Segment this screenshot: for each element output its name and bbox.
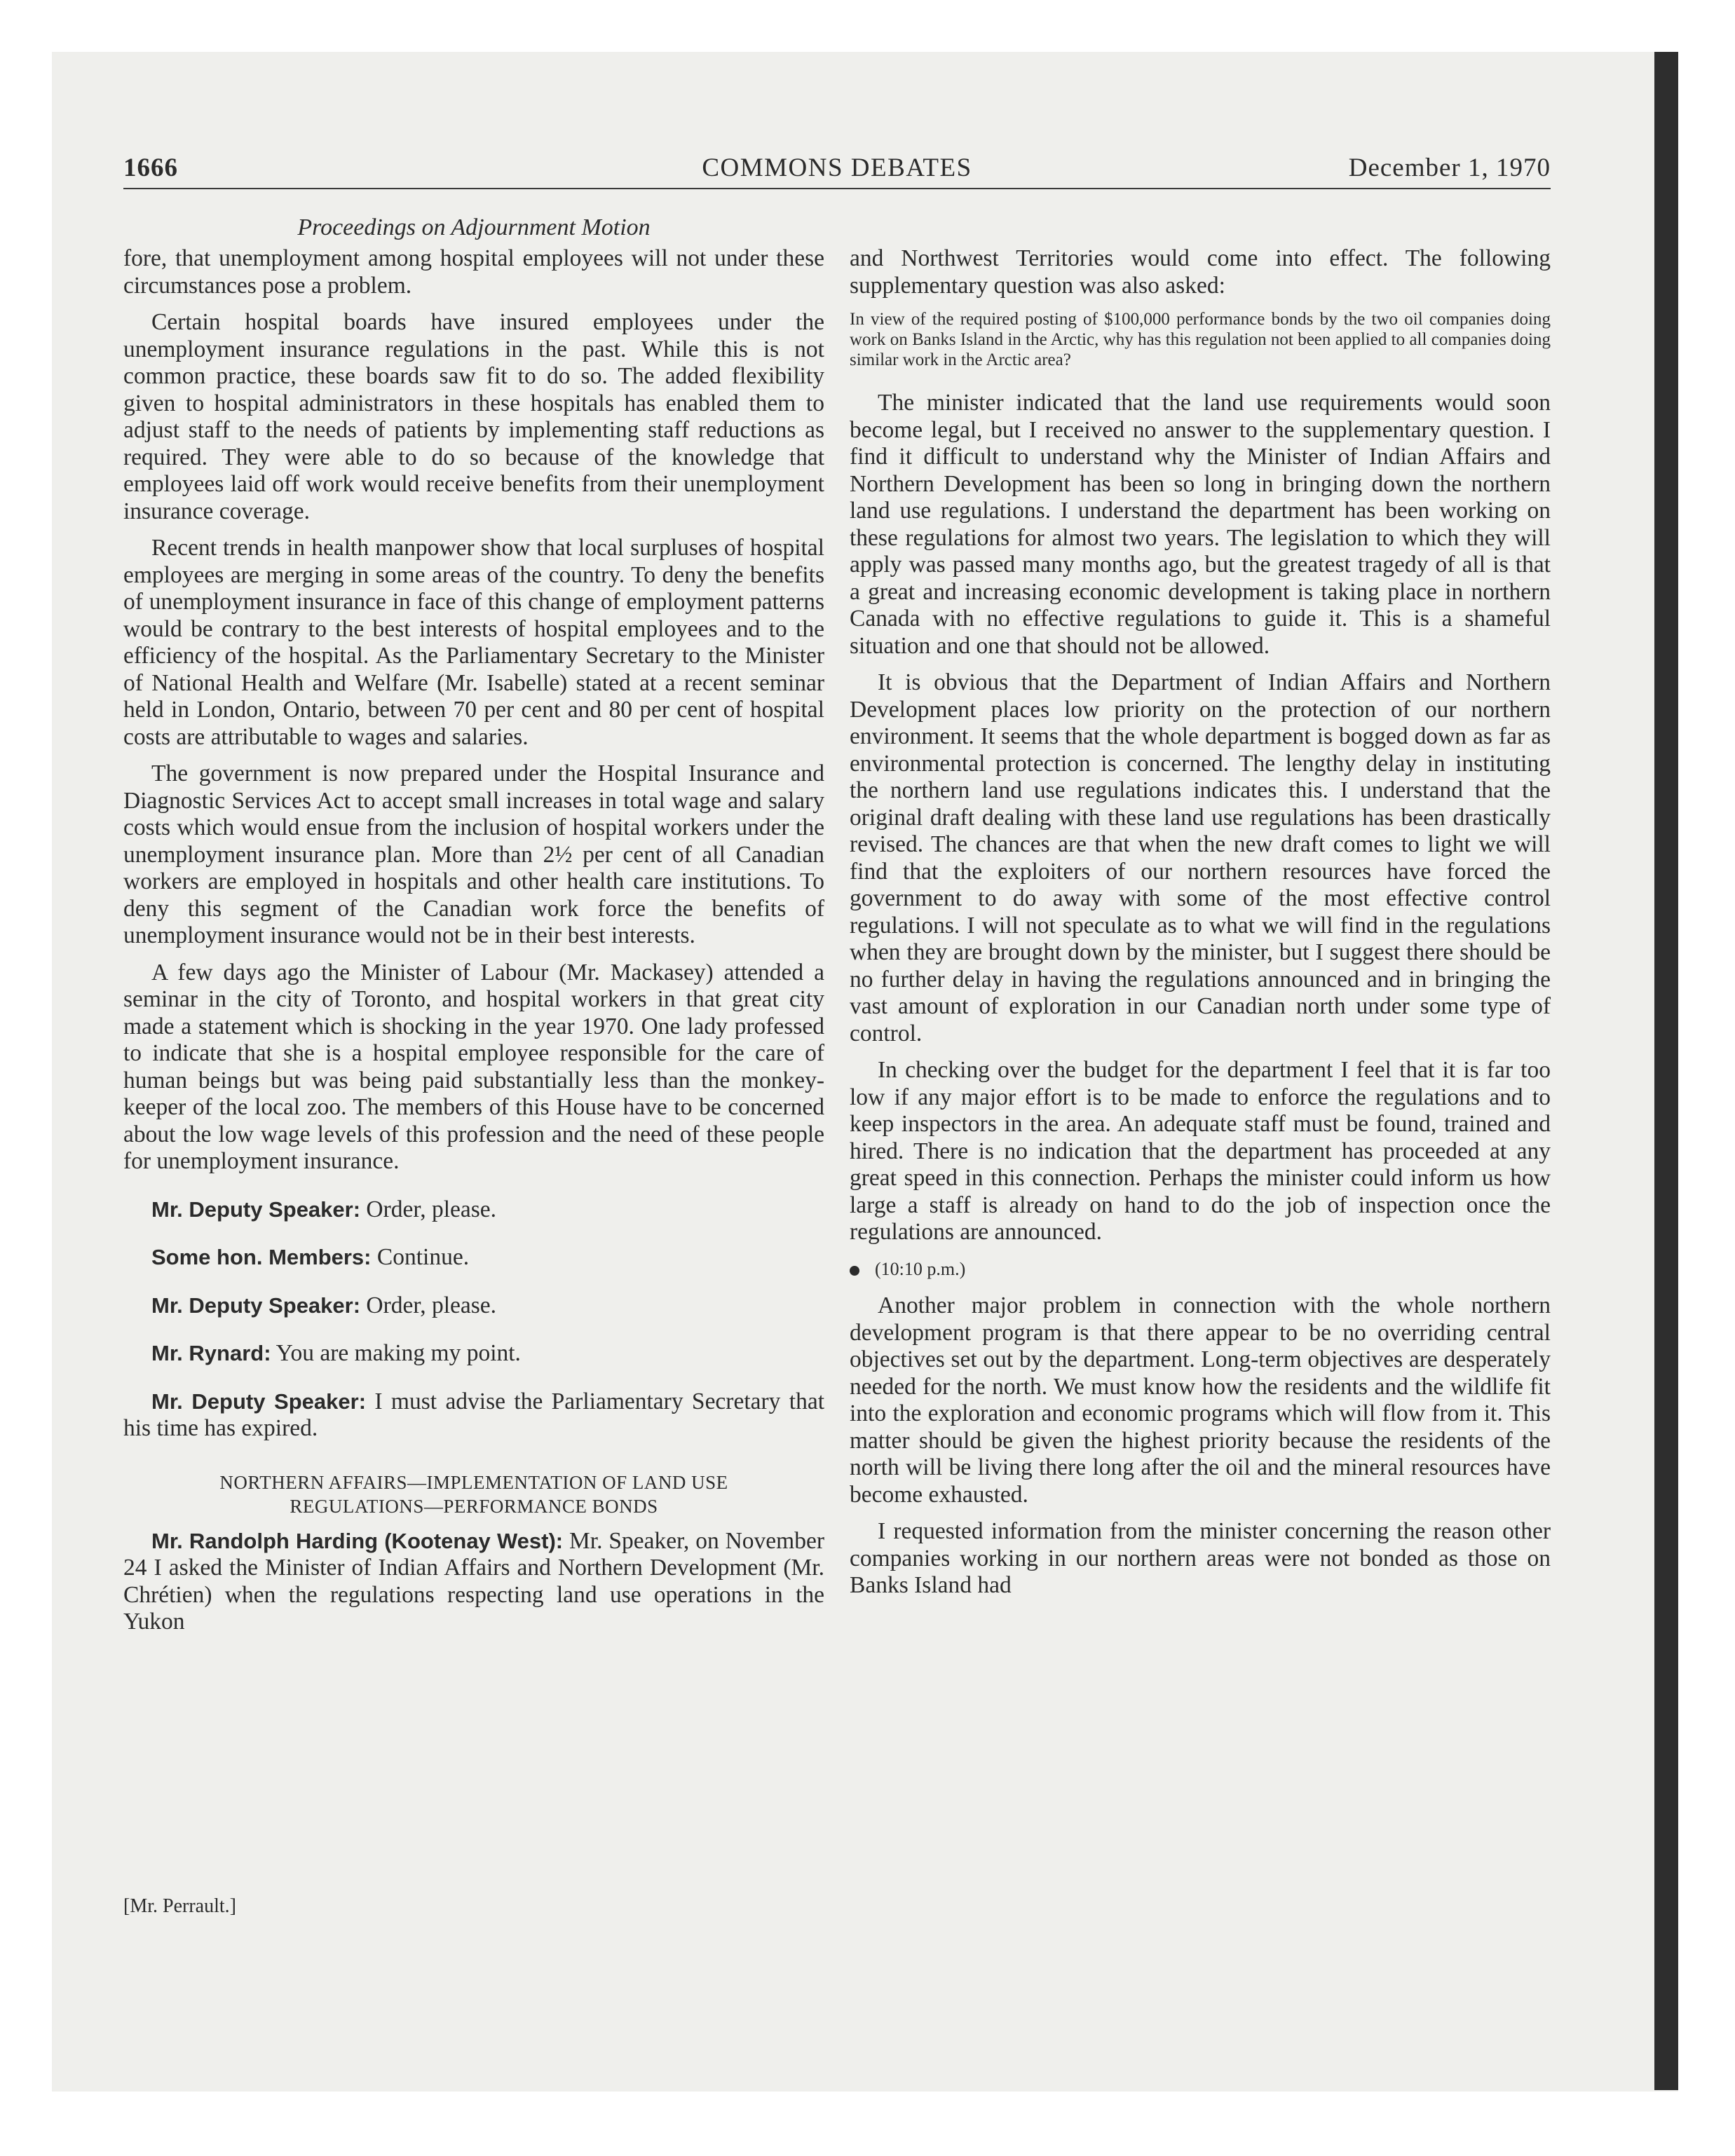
speech-text: Continue. — [376, 1244, 470, 1270]
paragraph: The minister indicated that the land use requirements would soon become legal, but I received no answer to the supplementary question. I find it difficult to understand why the Minister of Indian Affairs and Northern Development has been so long in bringing down the northern land use regulations. I understand the department has been working on these regulations for almost two years. The legislation to which they will apply was passed many months ago, but the greatest tragedy of all is that a great and increasing economic development is taking place in northern Canada with no effective regulations to guide it. This is a shameful situation and one that should not be allowed. — [850, 390, 1551, 659]
bullet-icon — [850, 1266, 859, 1276]
section-heading-line: REGULATIONS—PERFORMANCE BONDS — [290, 1495, 658, 1517]
paragraph: I requested information from the minister concerning the reason other companies working in our northern areas were not bonded as those on Banks Island had — [850, 1518, 1551, 1598]
paragraph: A few days ago the Minister of Labour (Mr. Mackasey) attended a seminar in the city of Toronto, and hospital workers in that great city made a statement which is shocking in the year 1970. One lady professed to indicate that she is a hospital employee responsible for the care of human beings but was being paid substantially less than the monkey-keeper of the local zoo. The members of this House have to be concerned about the low wage levels of this profession and the need of these people for unemployment insurance. — [123, 959, 824, 1174]
footnote: [Mr. Perrault.] — [123, 1895, 236, 1917]
speech-entry — [123, 1292, 824, 1320]
left-column — [123, 245, 824, 1646]
speaker-name: Mr. Deputy Speaker: — [151, 1292, 361, 1318]
speaker-name: Mr. Deputy Speaker: — [151, 1196, 361, 1222]
paragraph: Another major problem in connection with the whole northern development program is that there appear to be no overriding central objectives set out by the department. Long-term objectives are desperately needed for the north. We must know how the residents and the wildlife fit into the exploration and economic programs which will flow from it. This matter should be given the highest priority because the residents of the north will be living there long after the oil and the mineral resources have become exhausted. — [850, 1292, 1551, 1508]
quoted-question: In view of the required posting of $100,000 performance bonds by the two oil companies doing work on Banks Island in the Arctic, why has this regulation not been applied to all companies doing similar work in the Arctic area? — [850, 310, 1551, 369]
speech-text: You are making my point. — [275, 1340, 521, 1366]
paragraph: The government is now prepared under the Hospital Insurance and Diagnostic Services Act to accept small increases in total wage and salary costs which would ensue from the inclusion of hospital workers under the unemployment insurance plan. More than 2½ per cent of all Canadian workers are employed in hospitals and other health care institutions. To deny this segment of the Canadian work force the benefits of unemployment insurance would not be in their best interests. — [123, 760, 824, 948]
speaker-name: Mr. Rynard: — [151, 1341, 271, 1365]
publication-date: December 1, 1970 — [1348, 153, 1551, 182]
paragraph: In checking over the budget for the department I feel that it is far too low if any major effort is to be made to enforce the regulations and to keep inspectors in the area. An adequate staff must be found, trained and hired. There is no indication that the department has proceeded at any great speed in this connection. Perhaps the minister could inform us how large a staff is already on hand to do the job of inspection once the regulations are announced. — [850, 1057, 1551, 1245]
scan-edge-bar — [1654, 52, 1678, 2090]
paragraph: Recent trends in health manpower show that local surpluses of hospital employees are merging in some areas of the country. To deny the benefits of unemployment insurance in face of this change of employment patterns would be contrary to the best interests of hospital employees and to the efficiency of the hospital. As the Parliamentary Secretary to the Minister of National Health and Welfare (Mr. Isabelle) stated at a recent seminar held in London, Ontario, between 70 per cent and 80 per cent of hospital costs are attributable to wages and salaries. — [123, 535, 824, 750]
speech-entry — [123, 1528, 824, 1636]
paragraph: fore, that unemployment among hospital employees will not under these circumstances pose a problem. — [123, 245, 824, 299]
speech-text: Order, please. — [366, 1292, 497, 1318]
speech-entry — [123, 1340, 824, 1367]
page-header — [123, 153, 1551, 189]
publication-title: COMMONS DEBATES — [702, 153, 972, 182]
speaker-name: Mr. Deputy Speaker: — [151, 1389, 367, 1414]
speech-text: I must advise the Parliamentary Secretary that his time has expired. — [123, 1388, 825, 1441]
running-head: Proceedings on Adjournment Motion — [297, 214, 651, 240]
paragraph: and Northwest Territories would come into effect. The following supplementary question was also asked: — [850, 245, 1551, 299]
paragraph: It is obvious that the Department of Indian Affairs and Northern Development places low priority on the protection of our northern environment. It seems that the whole department is bogged down as far as environmental protection is concerned. The lengthy delay in instituting the northern land use regulations indicates this. I understand that the original draft dealing with these land use regulations has been drastically revised. The chances are that when the new draft comes to light we will find that the exploiters of our northern resources have forced the government to do away with some of the most effective control regulations. I will not speculate as to what we will find in the regulations when they are brought down by the minister, but I suggest there should be no further delay in having the regulations announced and in bringing the vast amount of exploration in our Canadian north under some type of control. — [850, 669, 1551, 1046]
speech-entry — [123, 1196, 824, 1224]
time-stamp — [850, 1256, 1551, 1283]
speech-entry — [123, 1244, 824, 1271]
speech-text: Mr. Speaker, on November 24 I asked the Minister of Indian Affairs and Northern Development (Mr. Chrétien) when the regulations respecting land use operations in the Yukon — [123, 1527, 824, 1635]
speaker-name: Mr. Randolph Harding (Kootenay West): — [151, 1528, 564, 1553]
time-text: (10:10 p.m.) — [875, 1258, 966, 1279]
section-heading-line: NORTHERN AFFAIRS—IMPLEMENTATION OF LAND USE — [219, 1471, 728, 1493]
paragraph: Certain hospital boards have insured employees under the unemployment insurance regulations in the past. While this is not common practice, these boards saw fit to do so. The added flexibility given to hospital administrators in these hospitals has enabled them to adjust staff to the needs of patients by implementing staff reductions as required. They were able to do so because of the knowledge that employees laid off work would receive benefits from their unemployment insurance coverage. — [123, 309, 824, 524]
speech-entry — [123, 1389, 824, 1442]
speaker-name: Some hon. Members: — [151, 1245, 372, 1269]
page-number: 1666 — [123, 153, 178, 182]
section-heading — [123, 1471, 824, 1518]
right-column — [850, 245, 1551, 1609]
speech-text: Order, please. — [366, 1196, 497, 1222]
